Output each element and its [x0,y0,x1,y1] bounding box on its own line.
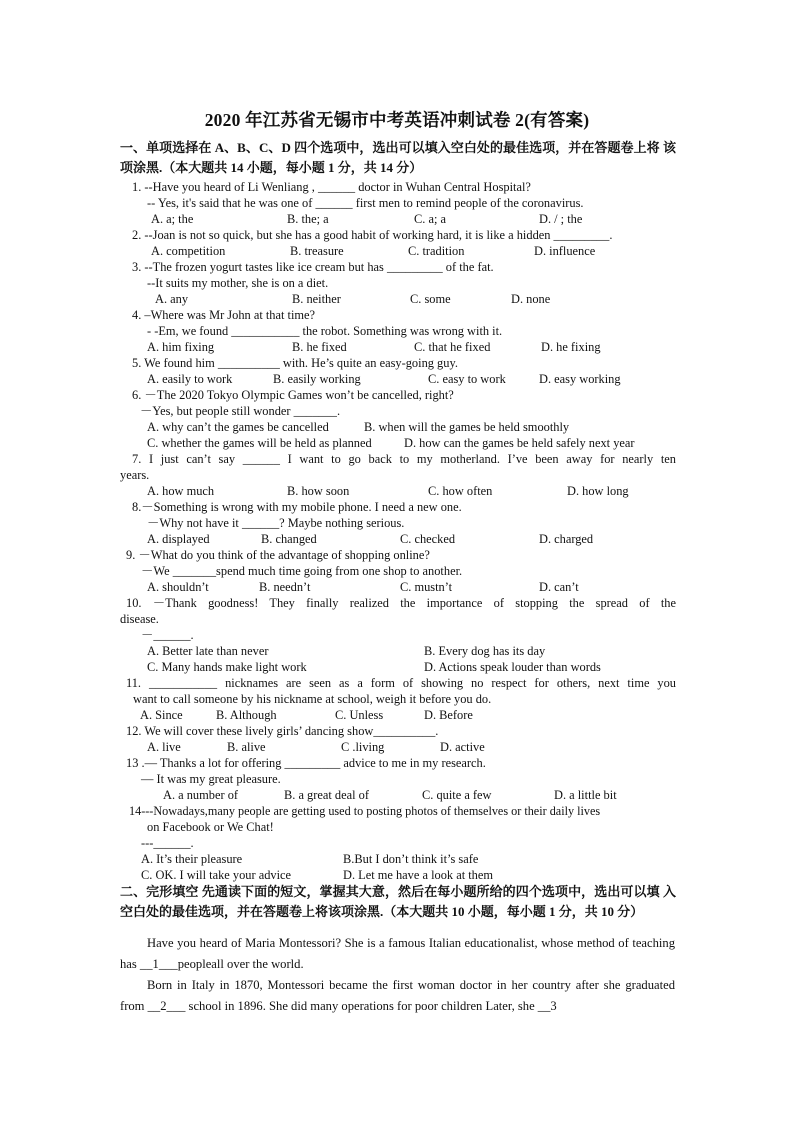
q12-option-d[interactable]: D. active [440,740,485,754]
question-1: 1. --Have you heard of Li Wenliang , ______ doctor in Wuhan Central Hospital? [132,180,531,194]
page-title: 2020 年江苏省无锡市中考英语冲刺试卷 2(有答案) [204,110,590,130]
q4-option-a[interactable]: A. him fixing [147,340,215,354]
q6-option-b[interactable]: B. when will the games be held smoothly [364,420,570,434]
question-4-line2: - -Em, we found ___________ the robot. Something was wrong with it. [147,324,503,338]
q2-option-c[interactable]: C. tradition [408,244,465,258]
q13-option-d[interactable]: D. a little bit [554,788,617,802]
q8-option-b[interactable]: B. changed [261,532,317,546]
question-13-line2: — It was my great pleasure. [141,772,281,786]
question-3-line2: --It suits my mother, she is on a diet. [147,276,329,290]
q8-option-d[interactable]: D. charged [539,532,594,546]
q6-option-c[interactable]: C. whether the games will be held as planned [147,436,372,450]
q3-option-d[interactable]: D. none [511,292,551,306]
question-4: 4. –Where was Mr John at that time? [132,308,316,322]
q12-option-c[interactable]: C .living [341,740,385,754]
question-10-line2: disease. [120,612,159,626]
q10-option-a[interactable]: A. Better late than never [147,644,269,658]
question-7-line2: years. [120,468,150,482]
q9-option-d[interactable]: D. can’t [539,580,579,594]
q1-option-a[interactable]: A. a; the [151,212,194,226]
q5-option-d[interactable]: D. easy working [539,372,621,386]
q9-option-c[interactable]: C. mustn’t [400,580,453,594]
q1-option-b[interactable]: B. the; a [287,212,329,226]
cloze-paragraph-2: Born in Italy in 1870, Montessori became the first woman doctor in her country after she graduated from __2___ school in 1896. She did many operations for poor children Later, she __3 [120,978,675,1013]
q11-option-c[interactable]: C. Unless [335,708,384,722]
question-3: 3. --The frozen yogurt tastes like ice cream but has _________ of the fat. [132,260,494,274]
question-9: 9. －What do you think of the advantage of shopping online? [126,548,430,562]
q8-option-c[interactable]: C. checked [400,532,456,546]
q8-option-a[interactable]: A. displayed [147,532,210,546]
q1-option-d[interactable]: D. / ; the [539,212,583,226]
question-2: 2. --Joan is not so quick, but she has a good habit of working hard, it is like a hidden _________. [132,228,613,242]
q4-option-d[interactable]: D. he fixing [541,340,601,354]
q7-option-b[interactable]: B. how soon [287,484,350,498]
q6-option-a[interactable]: A. why can’t the games be cancelled [147,420,329,434]
q10-option-b[interactable]: B. Every dog has its day [424,644,546,658]
question-14-line3: ---______. [141,836,194,850]
q14-option-b[interactable]: B.But I don’t think it’s safe [343,852,479,866]
q3-option-b[interactable]: B. neither [292,292,341,306]
q5-option-c[interactable]: C. easy to work [428,372,506,386]
q2-option-a[interactable]: A. competition [151,244,226,258]
q5-option-b[interactable]: B. easily working [273,372,361,386]
question-11-line2: want to call someone by his nickname at school, weigh it before you do. [133,692,492,706]
q10-option-c[interactable]: C. Many hands make light work [147,660,307,674]
question-5: 5. We found him __________ with. He’s quite an easy-going guy. [132,356,458,370]
q11-option-b[interactable]: B. Although [216,708,277,722]
q1-option-c[interactable]: C. a; a [414,212,446,226]
q12-option-b[interactable]: B. alive [227,740,266,754]
q4-option-c[interactable]: C. that he fixed [414,340,491,354]
question-13: 13 .— Thanks a lot for offering _________ advice to me in my research. [126,756,486,770]
q9-option-b[interactable]: B. needn’t [259,580,311,594]
cloze-paragraph-1: Have you heard of Maria Montessori? She is a famous Italian educationalist, whose method of teaching has __1___peopleall over the world. [120,936,675,971]
q7-option-d[interactable]: D. how long [567,484,629,498]
q11-option-a[interactable]: A. Since [140,708,183,722]
q14-option-a[interactable]: A. It’s their pleasure [141,852,243,866]
question-10-line3: －______. [141,628,194,642]
q14-option-d[interactable]: D. Let me have a look at them [343,868,494,882]
q2-option-b[interactable]: B. treasure [290,244,344,258]
q6-option-d[interactable]: D. how can the games be held safely next year [404,436,635,450]
question-7: 7. I just can’t say ______ I want to go back to my motherland. I’ve been away for nearly ten [132,452,676,466]
question-12: 12. We will cover these lively girls’ dancing show__________. [126,724,439,738]
q10-option-d[interactable]: D. Actions speak louder than words [424,660,601,674]
question-8-line2: －Why not have it ______? Maybe nothing serious. [147,516,405,530]
q7-option-c[interactable]: C. how often [428,484,493,498]
section1-heading: 一、单项选择在 A、B、C、D 四个选项中，选出可以填入空白处的最佳选项，并在答题卷上将 该项涂黑.（本大题共 14 小题，每小题 1 分，共 14 分） [120,140,676,175]
q13-option-b[interactable]: B. a great deal of [284,788,369,802]
q4-option-b[interactable]: B. he fixed [292,340,347,354]
section2-heading: 二、完形填空 先通读下面的短文，掌握其大意，然后在每小题所给的四个选项中，选出可以填 入空白处的最佳选项，并在答题卷上将该项涂黑.（本大题共 10 小题，每小题 1 分，共 10 分） [120,884,676,919]
q13-option-c[interactable]: C. quite a few [422,788,492,802]
question-6: 6. －The 2020 Tokyo Olympic Games won’t be cancelled, right? [132,388,454,402]
question-11: 11. ___________ nicknames are seen as a form of showing no respect for others, next time you [126,676,676,690]
question-1-line2: -- Yes, it's said that he was one of ______ first men to remind people of the coronavirus. [147,196,584,210]
q7-option-a[interactable]: A. how much [147,484,215,498]
question-14-line2: on Facebook or We Chat! [147,820,274,834]
q3-option-c[interactable]: C. some [410,292,451,306]
q14-option-c[interactable]: C. OK. I will take your advice [141,868,292,882]
q9-option-a[interactable]: A. shouldn’t [147,580,209,594]
question-6-line2: －Yes, but people still wonder _______. [140,404,341,418]
q3-option-a[interactable]: A. any [155,292,189,306]
q2-option-d[interactable]: D. influence [534,244,596,258]
question-9-line2: －We _______spend much time going from one shop to another. [141,564,463,578]
question-14: 14---Nowadays,many people are getting used to posting photos of themselves or their daily lives [129,804,601,818]
question-8: 8.－Something is wrong with my mobile phone. I need a new one. [132,500,462,514]
q5-option-a[interactable]: A. easily to work [147,372,233,386]
q13-option-a[interactable]: A. a number of [163,788,239,802]
q11-option-d[interactable]: D. Before [424,708,473,722]
q12-option-a[interactable]: A. live [147,740,181,754]
question-10: 10. －Thank goodness! They finally realized the importance of stopping the spread of the [126,596,676,610]
